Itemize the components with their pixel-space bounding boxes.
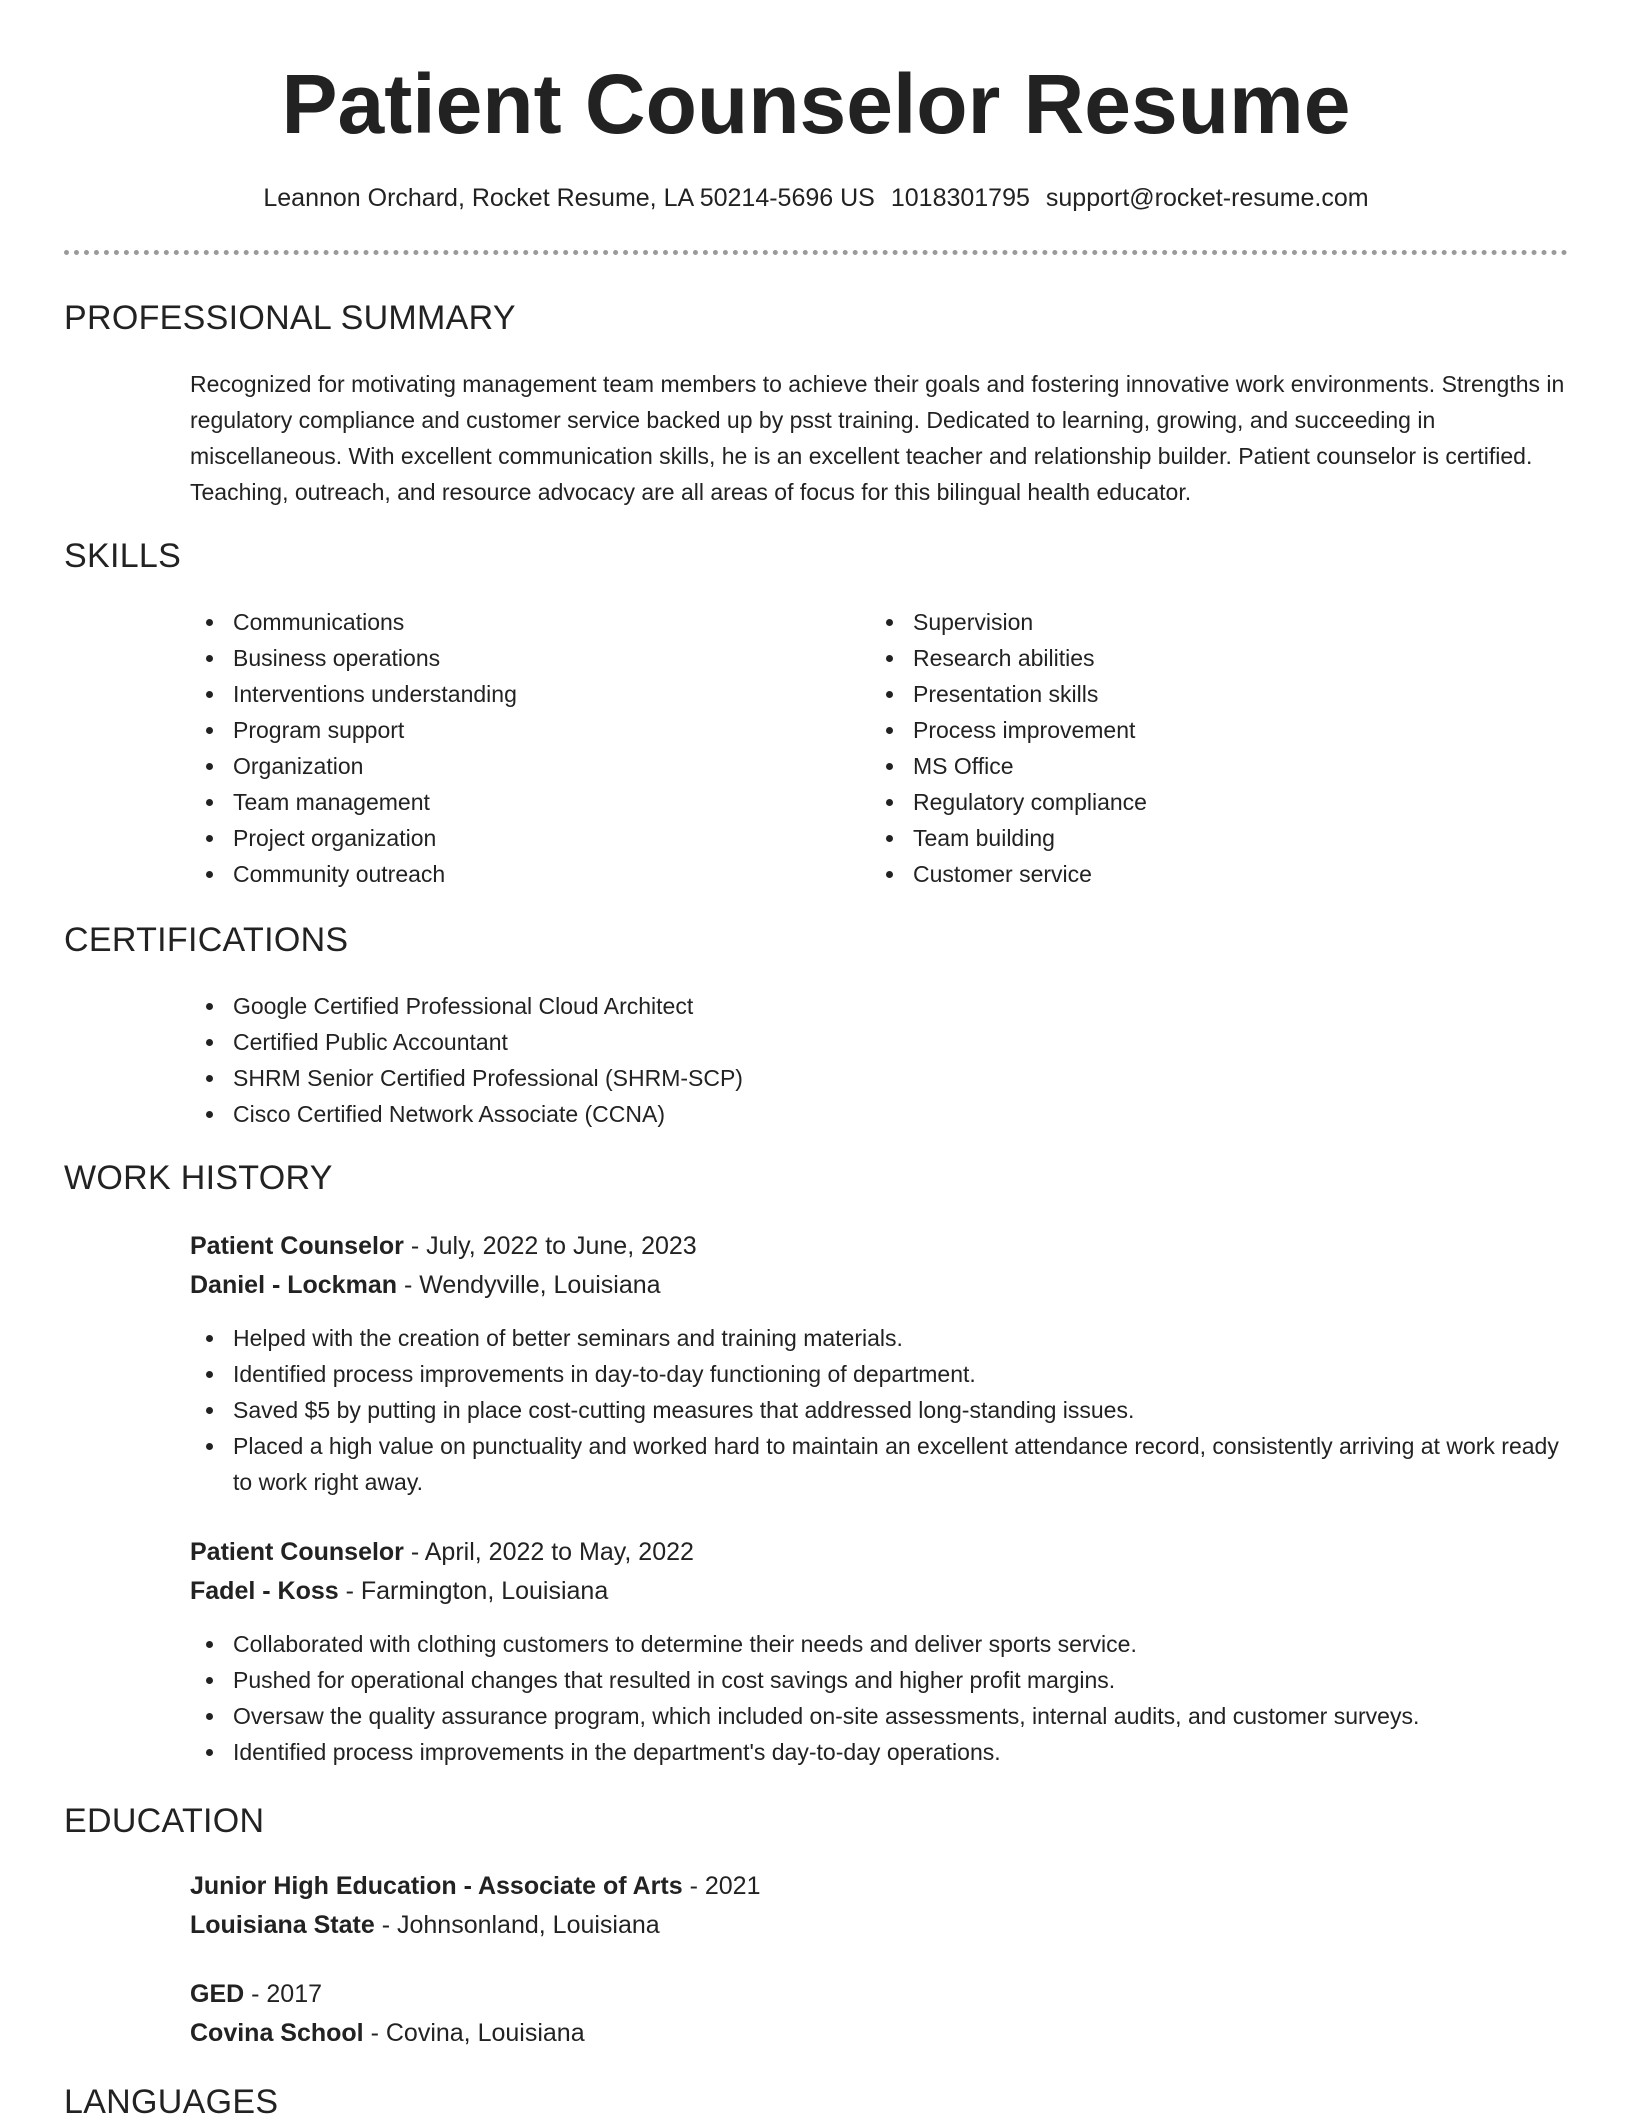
skills-list-left	[190, 604, 830, 892]
job-company: Fadel - Koss	[190, 1577, 339, 1605]
skill-item: Presentation skills	[870, 676, 1510, 712]
job-duty: Saved $5 by putting in place cost-cutting measures that addressed long-standing issues.	[190, 1392, 1570, 1428]
job-title: Patient Counselor	[190, 1232, 404, 1260]
education-school-line	[190, 1905, 660, 1945]
contact-phone: 1018301795	[890, 184, 1030, 212]
education-school: Louisiana State	[190, 1911, 375, 1939]
job-location: - Wendyville, Louisiana	[397, 1271, 661, 1299]
job-duty: Helped with the creation of better seminars and training materials.	[190, 1320, 1570, 1356]
job-duty: Pushed for operational changes that resulted in cost savings and higher profit margins.	[190, 1662, 1570, 1698]
skill-item: Program support	[190, 712, 830, 748]
education-location: - Johnsonland, Louisiana	[374, 1911, 660, 1939]
job-title: Patient Counselor	[190, 1538, 404, 1566]
work-history-heading: WORK HISTORY	[64, 1159, 333, 1197]
certifications-list	[190, 988, 1570, 1132]
education-degree: GED	[190, 1980, 245, 2008]
summary-heading: PROFESSIONAL SUMMARY	[64, 299, 516, 337]
education-year: - 2021	[682, 1872, 761, 1900]
skill-item: Supervision	[870, 604, 1510, 640]
skill-item: Regulatory compliance	[870, 784, 1510, 820]
skill-item: Community outreach	[190, 856, 830, 892]
skill-item: Business operations	[190, 640, 830, 676]
skill-item: Process improvement	[870, 712, 1510, 748]
job-company-line	[190, 1265, 661, 1305]
skill-item: Project organization	[190, 820, 830, 856]
certification-item: Google Certified Professional Cloud Architect	[190, 988, 1570, 1024]
job-duties-list	[190, 1320, 1570, 1500]
education-degree-line	[190, 1974, 322, 2014]
education-degree: Junior High Education - Associate of Arts	[190, 1872, 683, 1900]
job-duty: Identified process improvements in the department's day-to-day operations.	[190, 1734, 1570, 1770]
job-location: - Farmington, Louisiana	[338, 1577, 609, 1605]
summary-text: Recognized for motivating management team members to achieve their goals and fostering innovative work environments. Strengths in regulatory compliance and customer service backed up by psst training. Dedicated to learning, growing, and succeeding in miscellaneous. With excellent communication skills, he is an excellent teacher and relationship builder. Patient counselor is certified. Teaching, outreach, and resource advocacy are all areas of focus for this bilingual health educator.	[190, 371, 1565, 505]
skill-item: Interventions understanding	[190, 676, 830, 712]
certification-item: Cisco Certified Network Associate (CCNA)	[190, 1096, 1570, 1132]
job-company-line	[190, 1571, 608, 1611]
job-duty: Placed a high value on punctuality and worked hard to maintain an excellent attendance record, consistently arriving at work ready to work right away.	[190, 1428, 1570, 1500]
skill-item: Communications	[190, 604, 830, 640]
skill-item: Team building	[870, 820, 1510, 856]
job-dates: - July, 2022 to June, 2023	[403, 1232, 697, 1260]
education-year: - 2017	[244, 1980, 323, 2008]
certifications-heading: CERTIFICATIONS	[64, 921, 349, 959]
job-duties-list	[190, 1626, 1570, 1770]
contact-line	[0, 182, 1632, 214]
contact-email[interactable]: support@rocket-resume.com	[1045, 184, 1369, 212]
certification-item: SHRM Senior Certified Professional (SHRM-SCP)	[190, 1060, 1570, 1096]
skills-heading: SKILLS	[64, 537, 182, 575]
job-duty: Oversaw the quality assurance program, which included on-site assessments, internal audits, and customer surveys.	[190, 1698, 1570, 1734]
skill-item: Organization	[190, 748, 830, 784]
education-school: Covina School	[190, 2019, 364, 2047]
skill-item: Customer service	[870, 856, 1510, 892]
education-heading: EDUCATION	[64, 1802, 265, 1840]
education-location: - Covina, Louisiana	[363, 2019, 585, 2047]
education-school-line	[190, 2013, 585, 2053]
resume-title: Patient Counselor Resume	[281, 57, 1351, 151]
education-degree-line	[190, 1866, 760, 1906]
skill-item: MS Office	[870, 748, 1510, 784]
job-duty: Collaborated with clothing customers to determine their needs and deliver sports service.	[190, 1626, 1570, 1662]
languages-heading: LANGUAGES	[64, 2083, 279, 2121]
certification-item: Certified Public Accountant	[190, 1024, 1570, 1060]
job-company: Daniel - Lockman	[190, 1271, 397, 1299]
skill-item: Team management	[190, 784, 830, 820]
job-duty: Identified process improvements in day-to-day functioning of department.	[190, 1356, 1570, 1392]
contact-address: Leannon Orchard, Rocket Resume, LA 50214-5696 US	[263, 184, 875, 212]
job-dates: - April, 2022 to May, 2022	[403, 1538, 694, 1566]
job-title-line	[190, 1532, 694, 1572]
skills-list-right	[870, 604, 1510, 892]
header-divider	[64, 250, 1568, 255]
skill-item: Research abilities	[870, 640, 1510, 676]
job-title-line	[190, 1226, 697, 1266]
